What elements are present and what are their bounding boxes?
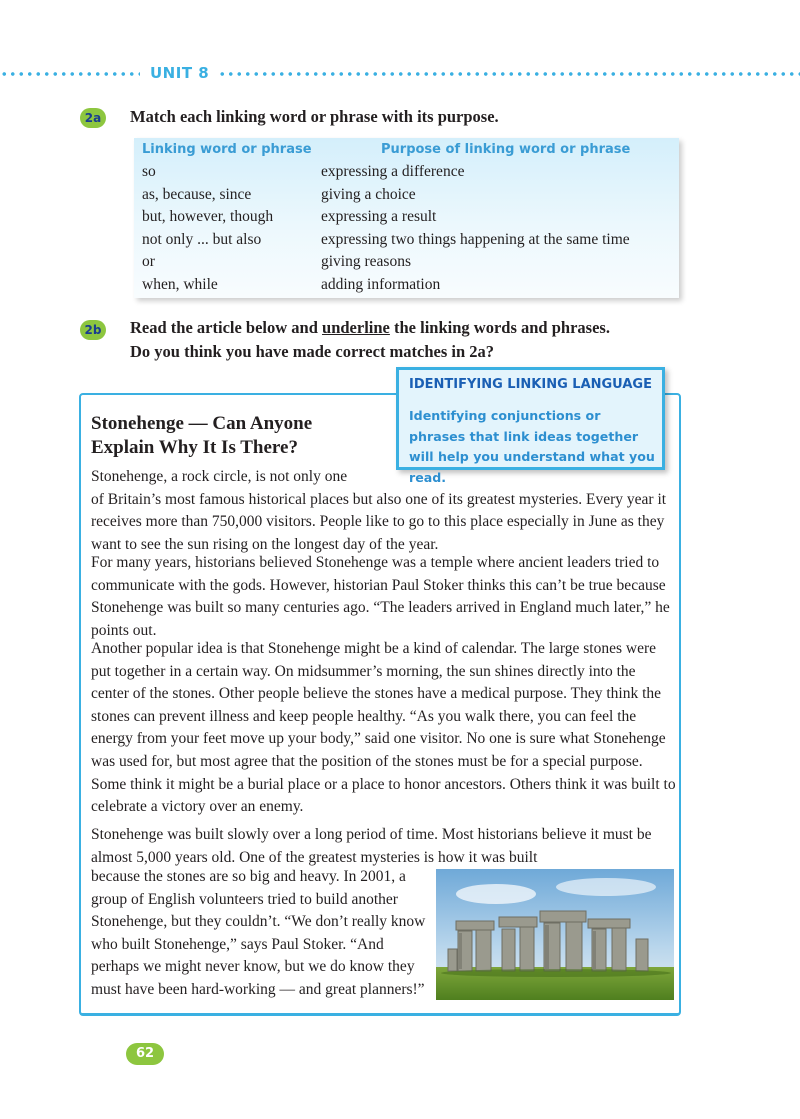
linking-word: as, because, since <box>142 185 252 203</box>
instruction-text: Read the article below and <box>130 318 323 337</box>
table-row <box>134 276 679 299</box>
exercise-2a-badge: 2a <box>80 108 106 128</box>
exercise-2b-instruction <box>130 316 610 364</box>
article-paragraph <box>91 466 676 556</box>
linking-word: not only ... but also <box>142 230 262 248</box>
linking-word: when, while <box>142 275 218 293</box>
title-line: Explain Why It Is There? <box>91 437 298 458</box>
linking-word: or <box>142 253 155 271</box>
table-row <box>134 253 679 276</box>
exercise-2a-instruction: Match each linking word or phrase with its purpose. <box>130 107 499 126</box>
stonehenge-illustration <box>436 869 674 1000</box>
stonehenge-photo <box>436 869 674 1000</box>
instruction-text: Do you think you have made correct matches in 2a? <box>130 342 495 361</box>
table-row <box>134 208 679 231</box>
underline-word: underline <box>322 318 390 337</box>
table-row <box>134 186 679 209</box>
purpose: adding information <box>321 275 441 293</box>
table-header-linking: Linking word or phrase <box>142 142 312 157</box>
linking-word: but, however, though <box>142 208 274 226</box>
matching-table <box>134 138 679 298</box>
article-paragraph: because the stones are so big and heavy. In 2001, a group of English volunteers tried to build another Stonehenge, but they couldn’t. “We don’t really know who built Stonehenge,” says Paul Stoker. “And perhaps we might never know, but we do know they must have been hard-working — and great planners!” <box>91 868 426 998</box>
article-paragraph: For many years, historians believed Stonehenge was a temple where ancient leaders tried to communicate with the gods. However, historian Paul Stoker thinks this can’t be true because Stonehenge was built so many centuries ago. “The leaders arrived in England much later,” he points out. <box>91 554 670 639</box>
purpose: giving a choice <box>321 185 416 203</box>
article-paragraph: Another popular idea is that Stonehenge might be a kind of calendar. The large stones were put together in a certain way. On midsummer’s morning, the sun shines directly into the center of the stones. Other people believe the stones have a medical purpose. They think the stones can prevent illness and keep people healthy. “As you walk there, you can feel the energy from your feet move up your body,” said one visitor. No one is sure what Stonehenge was used for, but most agree that the position of the stones must be for a special purpose. Some think it might be a burial place or a place to honor ancestors. Others think it was built to celebrate a victory over an enemy. <box>91 640 676 816</box>
tip-title: IDENTIFYING LINKING LANGUAGE <box>409 377 652 392</box>
purpose: giving reasons <box>321 253 411 271</box>
tip-box <box>396 367 665 485</box>
table-row <box>134 163 679 186</box>
purpose: expressing a result <box>321 208 437 226</box>
article-paragraph: Stonehenge was built slowly over a long period of time. Most historians believe it must be almost 5,000 years old. One of the greatest mysteries is how it was built <box>91 826 652 866</box>
title-line: Stonehenge — Can Anyone <box>91 413 313 434</box>
table-row <box>134 231 679 254</box>
purpose: expressing a difference <box>321 163 465 180</box>
header-dots-left <box>0 71 140 77</box>
linking-word: so <box>142 163 156 180</box>
page-number: 62 <box>126 1043 164 1065</box>
paragraph-text: of Britain’s most famous historical places but also one of its greatest mysteries. Every year it receives more than 750,000 visitors. People like to go to this place especially in June as they want to see the sun rising on the longest day of the year. <box>91 490 667 553</box>
header-dots-right <box>218 71 800 77</box>
article-title <box>91 412 361 460</box>
paragraph-line: Stonehenge, a rock circle, is not only one <box>91 468 348 485</box>
unit-title: UNIT 8 <box>150 64 210 82</box>
table-header-purpose: Purpose of linking word or phrase <box>381 142 631 157</box>
tip-text: Identifying conjunctions or phrases that link ideas together will help you understand what you read. <box>409 408 655 485</box>
purpose: expressing two things happening at the same time <box>321 230 630 248</box>
instruction-text: the linking words and phrases. <box>389 318 610 337</box>
exercise-2b-badge: 2b <box>80 320 106 340</box>
